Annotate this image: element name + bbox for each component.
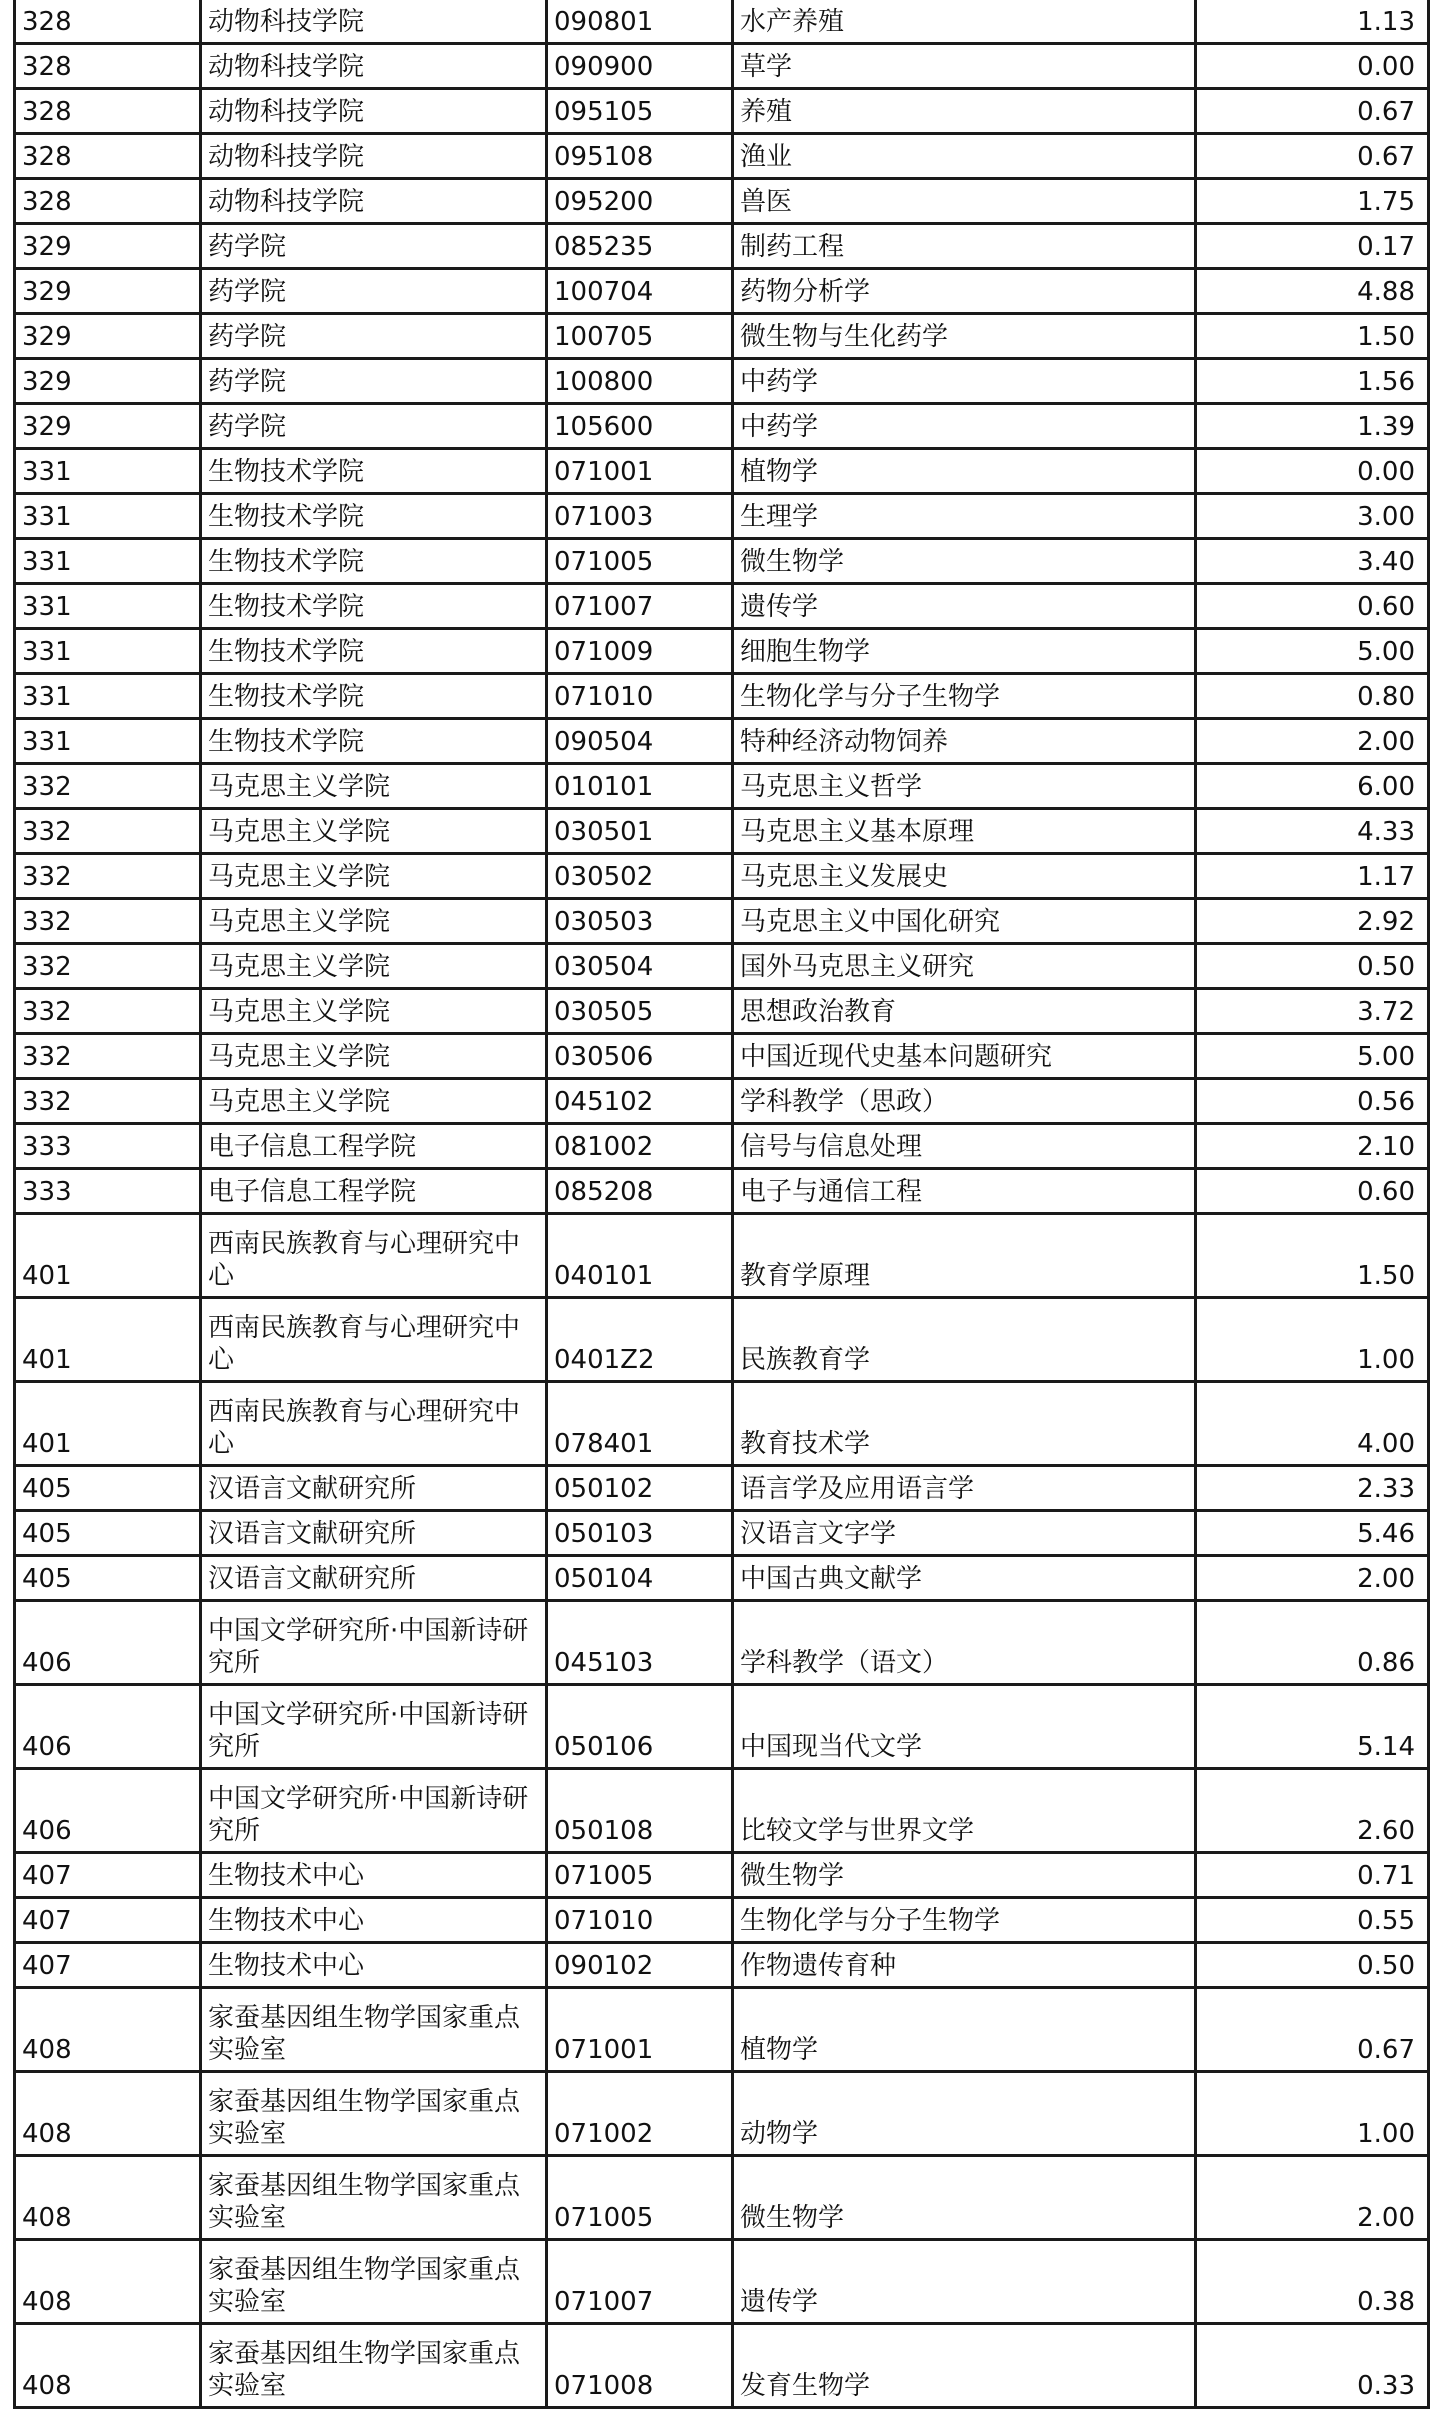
- ratio-cell: 0.55: [1196, 1898, 1429, 1943]
- major-name-cell: 发育生物学: [733, 2324, 1196, 2408]
- school-code-cell: 328: [15, 44, 201, 89]
- table-row: [15, 539, 1429, 584]
- school-name-cell: 生物技术中心: [201, 1943, 547, 1988]
- school-code-cell: 329: [15, 314, 201, 359]
- major-code-cell: 078401: [547, 1382, 733, 1466]
- school-code-cell: 407: [15, 1898, 201, 1943]
- table-row: [15, 2324, 1429, 2408]
- school-code-cell: 331: [15, 584, 201, 629]
- ratio-cell: 0.60: [1196, 1169, 1429, 1214]
- ratio-cell: 2.00: [1196, 719, 1429, 764]
- admission-ratio-table: [13, 0, 1430, 2409]
- major-name-cell: 动物学: [733, 2072, 1196, 2156]
- major-code-cell: 040101: [547, 1214, 733, 1298]
- major-code-cell: 050106: [547, 1685, 733, 1769]
- major-name-cell: 兽医: [733, 179, 1196, 224]
- major-name-cell: 生物化学与分子生物学: [733, 674, 1196, 719]
- ratio-cell: 1.13: [1196, 0, 1429, 44]
- school-name-cell: 药学院: [201, 404, 547, 449]
- ratio-cell: 3.00: [1196, 494, 1429, 539]
- major-code-cell: 071001: [547, 449, 733, 494]
- school-code-cell: 332: [15, 944, 201, 989]
- school-code-cell: 332: [15, 809, 201, 854]
- major-code-cell: 030501: [547, 809, 733, 854]
- major-code-cell: 071002: [547, 2072, 733, 2156]
- admission-ratio-sheet: [13, 0, 1427, 2409]
- major-name-cell: 作物遗传育种: [733, 1943, 1196, 1988]
- major-name-cell: 比较文学与世界文学: [733, 1769, 1196, 1853]
- major-name-cell: 中药学: [733, 404, 1196, 449]
- school-code-cell: 331: [15, 539, 201, 584]
- major-code-cell: 071010: [547, 674, 733, 719]
- table-row: [15, 1685, 1429, 1769]
- major-code-cell: 095200: [547, 179, 733, 224]
- major-code-cell: 030504: [547, 944, 733, 989]
- major-name-cell: 微生物与生化药学: [733, 314, 1196, 359]
- major-code-cell: 085235: [547, 224, 733, 269]
- ratio-cell: 1.50: [1196, 314, 1429, 359]
- school-code-cell: 329: [15, 359, 201, 404]
- school-name-cell: 马克思主义学院: [201, 854, 547, 899]
- major-name-cell: 电子与通信工程: [733, 1169, 1196, 1214]
- school-name-cell: 家蚕基因组生物学国家重点实验室: [201, 2240, 547, 2324]
- school-name-cell: 西南民族教育与心理研究中心: [201, 1382, 547, 1466]
- school-name-cell: 马克思主义学院: [201, 989, 547, 1034]
- table-row: [15, 1556, 1429, 1601]
- ratio-cell: 3.72: [1196, 989, 1429, 1034]
- major-code-cell: 030506: [547, 1034, 733, 1079]
- school-code-cell: 332: [15, 1079, 201, 1124]
- school-name-cell: 中国文学研究所·中国新诗研究所: [201, 1685, 547, 1769]
- ratio-cell: 2.33: [1196, 1466, 1429, 1511]
- school-name-cell: 药学院: [201, 359, 547, 404]
- school-code-cell: 331: [15, 494, 201, 539]
- table-row: [15, 674, 1429, 719]
- school-name-cell: 生物技术学院: [201, 584, 547, 629]
- school-code-cell: 406: [15, 1769, 201, 1853]
- school-name-cell: 生物技术学院: [201, 629, 547, 674]
- ratio-cell: 5.14: [1196, 1685, 1429, 1769]
- major-name-cell: 学科教学（思政）: [733, 1079, 1196, 1124]
- school-name-cell: 生物技术中心: [201, 1898, 547, 1943]
- school-name-cell: 生物技术学院: [201, 719, 547, 764]
- major-name-cell: 教育技术学: [733, 1382, 1196, 1466]
- major-name-cell: 生理学: [733, 494, 1196, 539]
- table-row: [15, 494, 1429, 539]
- major-name-cell: 生物化学与分子生物学: [733, 1898, 1196, 1943]
- major-code-cell: 090801: [547, 0, 733, 44]
- major-code-cell: 085208: [547, 1169, 733, 1214]
- table-row: [15, 449, 1429, 494]
- school-code-cell: 331: [15, 449, 201, 494]
- major-name-cell: 中国现当代文学: [733, 1685, 1196, 1769]
- major-code-cell: 100705: [547, 314, 733, 359]
- school-name-cell: 马克思主义学院: [201, 944, 547, 989]
- major-name-cell: 微生物学: [733, 1853, 1196, 1898]
- school-code-cell: 329: [15, 404, 201, 449]
- school-code-cell: 408: [15, 2240, 201, 2324]
- school-name-cell: 电子信息工程学院: [201, 1124, 547, 1169]
- school-name-cell: 马克思主义学院: [201, 809, 547, 854]
- table-row: [15, 989, 1429, 1034]
- major-name-cell: 马克思主义哲学: [733, 764, 1196, 809]
- major-code-cell: 090900: [547, 44, 733, 89]
- school-name-cell: 药学院: [201, 269, 547, 314]
- ratio-cell: 0.67: [1196, 134, 1429, 179]
- table-row: [15, 269, 1429, 314]
- major-code-cell: 071007: [547, 2240, 733, 2324]
- school-name-cell: 马克思主义学院: [201, 899, 547, 944]
- major-code-cell: 071005: [547, 1853, 733, 1898]
- ratio-cell: 0.80: [1196, 674, 1429, 719]
- school-code-cell: 405: [15, 1466, 201, 1511]
- school-code-cell: 331: [15, 719, 201, 764]
- table-row: [15, 179, 1429, 224]
- table-row: [15, 1169, 1429, 1214]
- ratio-cell: 3.40: [1196, 539, 1429, 584]
- school-code-cell: 406: [15, 1601, 201, 1685]
- school-name-cell: 中国文学研究所·中国新诗研究所: [201, 1769, 547, 1853]
- ratio-cell: 2.10: [1196, 1124, 1429, 1169]
- ratio-cell: 6.00: [1196, 764, 1429, 809]
- school-code-cell: 401: [15, 1298, 201, 1382]
- major-name-cell: 教育学原理: [733, 1214, 1196, 1298]
- table-row: [15, 1988, 1429, 2072]
- school-code-cell: 328: [15, 179, 201, 224]
- ratio-cell: 0.67: [1196, 89, 1429, 134]
- table-row: [15, 1943, 1429, 1988]
- ratio-cell: 0.38: [1196, 2240, 1429, 2324]
- school-code-cell: 401: [15, 1382, 201, 1466]
- table-row: [15, 1853, 1429, 1898]
- major-name-cell: 学科教学（语文）: [733, 1601, 1196, 1685]
- school-code-cell: 407: [15, 1853, 201, 1898]
- school-name-cell: 动物科技学院: [201, 179, 547, 224]
- major-code-cell: 0401Z2: [547, 1298, 733, 1382]
- ratio-cell: 0.50: [1196, 1943, 1429, 1988]
- major-name-cell: 水产养殖: [733, 0, 1196, 44]
- major-code-cell: 071003: [547, 494, 733, 539]
- school-code-cell: 405: [15, 1556, 201, 1601]
- school-name-cell: 动物科技学院: [201, 44, 547, 89]
- school-code-cell: 332: [15, 854, 201, 899]
- school-code-cell: 407: [15, 1943, 201, 1988]
- ratio-cell: 4.88: [1196, 269, 1429, 314]
- school-code-cell: 405: [15, 1511, 201, 1556]
- major-code-cell: 095108: [547, 134, 733, 179]
- major-code-cell: 071010: [547, 1898, 733, 1943]
- school-code-cell: 333: [15, 1124, 201, 1169]
- table-row: [15, 0, 1429, 44]
- school-name-cell: 马克思主义学院: [201, 764, 547, 809]
- major-code-cell: 071005: [547, 2156, 733, 2240]
- school-code-cell: 331: [15, 674, 201, 719]
- major-code-cell: 045103: [547, 1601, 733, 1685]
- school-name-cell: 家蚕基因组生物学国家重点实验室: [201, 2072, 547, 2156]
- major-name-cell: 植物学: [733, 449, 1196, 494]
- major-name-cell: 制药工程: [733, 224, 1196, 269]
- table-row: [15, 629, 1429, 674]
- school-code-cell: 331: [15, 629, 201, 674]
- ratio-cell: 0.00: [1196, 449, 1429, 494]
- school-code-cell: 332: [15, 989, 201, 1034]
- major-name-cell: 药物分析学: [733, 269, 1196, 314]
- table-row: [15, 89, 1429, 134]
- school-name-cell: 西南民族教育与心理研究中心: [201, 1214, 547, 1298]
- major-code-cell: 071007: [547, 584, 733, 629]
- ratio-cell: 1.56: [1196, 359, 1429, 404]
- major-code-cell: 071009: [547, 629, 733, 674]
- school-code-cell: 332: [15, 764, 201, 809]
- major-code-cell: 105600: [547, 404, 733, 449]
- major-code-cell: 071001: [547, 1988, 733, 2072]
- school-name-cell: 马克思主义学院: [201, 1079, 547, 1124]
- major-code-cell: 050103: [547, 1511, 733, 1556]
- table-row: [15, 1298, 1429, 1382]
- table-row: [15, 224, 1429, 269]
- ratio-cell: 1.17: [1196, 854, 1429, 899]
- major-name-cell: 养殖: [733, 89, 1196, 134]
- table-row: [15, 1382, 1429, 1466]
- major-code-cell: 071005: [547, 539, 733, 584]
- school-code-cell: 333: [15, 1169, 201, 1214]
- school-name-cell: 电子信息工程学院: [201, 1169, 547, 1214]
- ratio-cell: 1.50: [1196, 1214, 1429, 1298]
- school-name-cell: 家蚕基因组生物学国家重点实验室: [201, 2156, 547, 2240]
- school-name-cell: 家蚕基因组生物学国家重点实验室: [201, 1988, 547, 2072]
- major-code-cell: 050102: [547, 1466, 733, 1511]
- major-name-cell: 马克思主义基本原理: [733, 809, 1196, 854]
- school-code-cell: 328: [15, 89, 201, 134]
- major-name-cell: 思想政治教育: [733, 989, 1196, 1034]
- school-name-cell: 中国文学研究所·中国新诗研究所: [201, 1601, 547, 1685]
- school-name-cell: 动物科技学院: [201, 0, 547, 44]
- ratio-cell: 4.00: [1196, 1382, 1429, 1466]
- ratio-cell: 2.00: [1196, 1556, 1429, 1601]
- ratio-cell: 4.33: [1196, 809, 1429, 854]
- ratio-cell: 1.00: [1196, 1298, 1429, 1382]
- school-code-cell: 401: [15, 1214, 201, 1298]
- ratio-cell: 1.00: [1196, 2072, 1429, 2156]
- major-code-cell: 030502: [547, 854, 733, 899]
- table-row: [15, 1214, 1429, 1298]
- school-code-cell: 408: [15, 2072, 201, 2156]
- school-name-cell: 生物技术学院: [201, 449, 547, 494]
- major-name-cell: 草学: [733, 44, 1196, 89]
- school-code-cell: 329: [15, 224, 201, 269]
- major-code-cell: 030503: [547, 899, 733, 944]
- table-row: [15, 854, 1429, 899]
- school-name-cell: 动物科技学院: [201, 134, 547, 179]
- school-code-cell: 329: [15, 269, 201, 314]
- major-code-cell: 095105: [547, 89, 733, 134]
- major-name-cell: 微生物学: [733, 539, 1196, 584]
- table-body: [15, 0, 1429, 2408]
- major-name-cell: 语言学及应用语言学: [733, 1466, 1196, 1511]
- major-code-cell: 090102: [547, 1943, 733, 1988]
- major-code-cell: 045102: [547, 1079, 733, 1124]
- table-row: [15, 359, 1429, 404]
- table-row: [15, 719, 1429, 764]
- table-row: [15, 944, 1429, 989]
- school-name-cell: 马克思主义学院: [201, 1034, 547, 1079]
- table-row: [15, 764, 1429, 809]
- school-code-cell: 408: [15, 2156, 201, 2240]
- school-name-cell: 生物技术学院: [201, 494, 547, 539]
- major-code-cell: 010101: [547, 764, 733, 809]
- table-row: [15, 584, 1429, 629]
- major-name-cell: 国外马克思主义研究: [733, 944, 1196, 989]
- major-name-cell: 中国古典文献学: [733, 1556, 1196, 1601]
- table-row: [15, 2072, 1429, 2156]
- school-name-cell: 汉语言文献研究所: [201, 1556, 547, 1601]
- school-code-cell: 408: [15, 1988, 201, 2072]
- school-name-cell: 动物科技学院: [201, 89, 547, 134]
- table-row: [15, 1466, 1429, 1511]
- table-row: [15, 899, 1429, 944]
- table-row: [15, 1124, 1429, 1169]
- table-row: [15, 1601, 1429, 1685]
- ratio-cell: 5.46: [1196, 1511, 1429, 1556]
- table-row: [15, 1079, 1429, 1124]
- major-code-cell: 071008: [547, 2324, 733, 2408]
- major-name-cell: 马克思主义发展史: [733, 854, 1196, 899]
- school-code-cell: 332: [15, 1034, 201, 1079]
- table-row: [15, 44, 1429, 89]
- major-name-cell: 遗传学: [733, 2240, 1196, 2324]
- major-code-cell: 100704: [547, 269, 733, 314]
- ratio-cell: 0.67: [1196, 1988, 1429, 2072]
- school-name-cell: 生物技术中心: [201, 1853, 547, 1898]
- school-code-cell: 328: [15, 0, 201, 44]
- ratio-cell: 5.00: [1196, 1034, 1429, 1079]
- table-row: [15, 1034, 1429, 1079]
- major-name-cell: 微生物学: [733, 2156, 1196, 2240]
- ratio-cell: 2.00: [1196, 2156, 1429, 2240]
- ratio-cell: 2.60: [1196, 1769, 1429, 1853]
- ratio-cell: 2.92: [1196, 899, 1429, 944]
- school-name-cell: 药学院: [201, 224, 547, 269]
- table-row: [15, 2156, 1429, 2240]
- major-name-cell: 植物学: [733, 1988, 1196, 2072]
- school-name-cell: 汉语言文献研究所: [201, 1466, 547, 1511]
- major-name-cell: 中药学: [733, 359, 1196, 404]
- school-name-cell: 生物技术学院: [201, 539, 547, 584]
- ratio-cell: 0.56: [1196, 1079, 1429, 1124]
- major-code-cell: 081002: [547, 1124, 733, 1169]
- school-name-cell: 家蚕基因组生物学国家重点实验室: [201, 2324, 547, 2408]
- major-name-cell: 民族教育学: [733, 1298, 1196, 1382]
- table-row: [15, 134, 1429, 179]
- major-code-cell: 050104: [547, 1556, 733, 1601]
- ratio-cell: 0.50: [1196, 944, 1429, 989]
- major-name-cell: 汉语言文字学: [733, 1511, 1196, 1556]
- ratio-cell: 5.00: [1196, 629, 1429, 674]
- major-name-cell: 信号与信息处理: [733, 1124, 1196, 1169]
- school-name-cell: 汉语言文献研究所: [201, 1511, 547, 1556]
- school-code-cell: 408: [15, 2324, 201, 2408]
- major-name-cell: 中国近现代史基本问题研究: [733, 1034, 1196, 1079]
- table-row: [15, 314, 1429, 359]
- ratio-cell: 0.71: [1196, 1853, 1429, 1898]
- major-name-cell: 渔业: [733, 134, 1196, 179]
- school-name-cell: 药学院: [201, 314, 547, 359]
- school-name-cell: 生物技术学院: [201, 674, 547, 719]
- major-name-cell: 马克思主义中国化研究: [733, 899, 1196, 944]
- school-code-cell: 328: [15, 134, 201, 179]
- ratio-cell: 1.75: [1196, 179, 1429, 224]
- major-code-cell: 050108: [547, 1769, 733, 1853]
- major-name-cell: 遗传学: [733, 584, 1196, 629]
- ratio-cell: 0.33: [1196, 2324, 1429, 2408]
- table-row: [15, 1898, 1429, 1943]
- table-row: [15, 404, 1429, 449]
- school-code-cell: 332: [15, 899, 201, 944]
- major-code-cell: 030505: [547, 989, 733, 1034]
- major-name-cell: 特种经济动物饲养: [733, 719, 1196, 764]
- table-row: [15, 2240, 1429, 2324]
- ratio-cell: 0.00: [1196, 44, 1429, 89]
- ratio-cell: 0.86: [1196, 1601, 1429, 1685]
- ratio-cell: 0.60: [1196, 584, 1429, 629]
- table-row: [15, 1511, 1429, 1556]
- table-row: [15, 1769, 1429, 1853]
- ratio-cell: 1.39: [1196, 404, 1429, 449]
- major-code-cell: 090504: [547, 719, 733, 764]
- table-row: [15, 809, 1429, 854]
- school-name-cell: 西南民族教育与心理研究中心: [201, 1298, 547, 1382]
- major-code-cell: 100800: [547, 359, 733, 404]
- ratio-cell: 0.17: [1196, 224, 1429, 269]
- major-name-cell: 细胞生物学: [733, 629, 1196, 674]
- school-code-cell: 406: [15, 1685, 201, 1769]
